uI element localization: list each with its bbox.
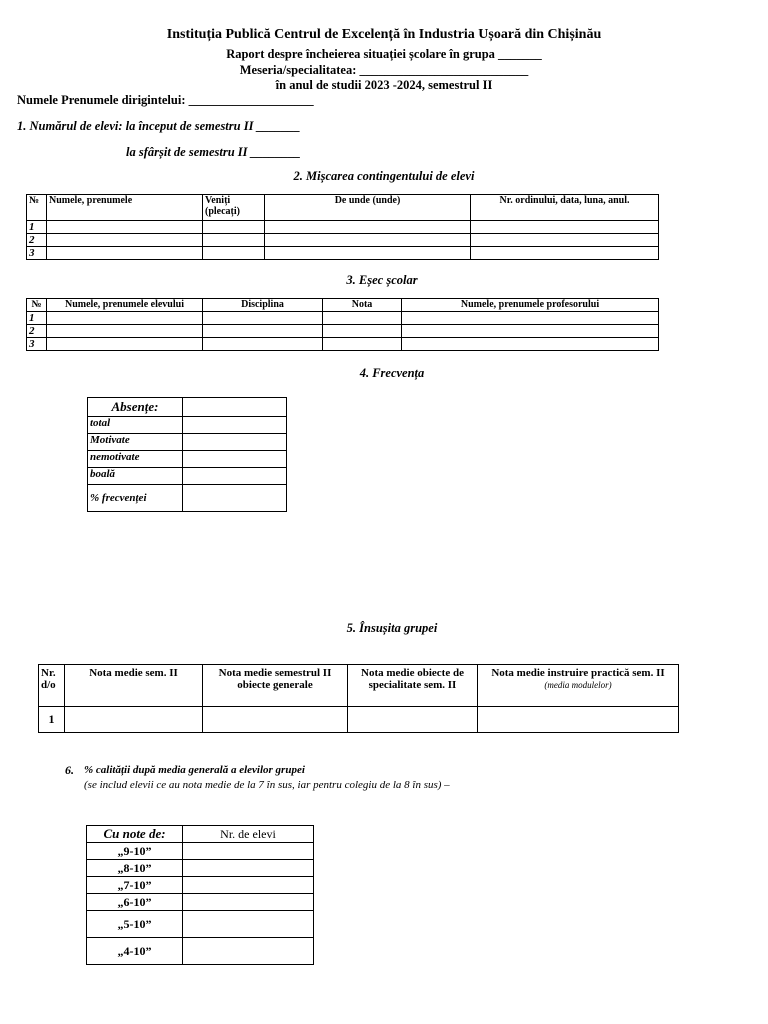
table-cell[interactable]: [183, 843, 314, 860]
table-cell[interactable]: [203, 247, 265, 260]
table-row: [87, 911, 314, 938]
col-general-header: Nota medie semestrul II obiecte generale: [203, 665, 348, 707]
table-cell[interactable]: [183, 417, 287, 434]
col-order-header: Nr. ordinului, data, luna, anul.: [471, 195, 659, 221]
grade-range: „5-10”: [87, 911, 183, 938]
table-row: [88, 417, 287, 434]
student-count-header: Nr. de elevi: [183, 826, 314, 843]
col-practice-header: [478, 665, 679, 707]
table-row: [27, 234, 659, 247]
table-cell[interactable]: [47, 325, 203, 338]
row-number: 1: [27, 312, 47, 325]
group-average-table: [38, 664, 679, 733]
row-number: 3: [27, 247, 47, 260]
attendance-table: [87, 397, 287, 512]
table-row: [88, 485, 287, 512]
report-title: Raport despre încheierea situației școlare în grupa _______: [226, 47, 542, 61]
contingent-table: [26, 194, 659, 260]
table-row: [27, 338, 659, 351]
practice-header-text: Nota medie instruire practică sem. II: [491, 667, 665, 679]
table-row: [88, 468, 287, 485]
grade-range: „4-10”: [87, 938, 183, 965]
grade-range: „6-10”: [87, 894, 183, 911]
col-nr-header: №: [27, 299, 47, 312]
table-cell[interactable]: [203, 338, 323, 351]
row-label: boală: [88, 468, 183, 485]
table-cell[interactable]: [183, 398, 287, 417]
row-label: nemotivate: [88, 451, 183, 468]
table-cell[interactable]: [47, 221, 203, 234]
col-arrived-header: Veniți (plecați): [203, 195, 265, 221]
table-cell[interactable]: [478, 707, 679, 733]
table-row: [27, 221, 659, 234]
section6-subtitle: (se includ elevii ce au nota medie de la 7 în sus, iar pentru colegiu de la 8 în sus) –: [84, 779, 450, 791]
table-cell[interactable]: [47, 247, 203, 260]
table-cell[interactable]: [183, 877, 314, 894]
table-cell[interactable]: [203, 221, 265, 234]
table-cell[interactable]: [183, 485, 287, 512]
col-nr-header: Nr. d/o: [39, 665, 65, 707]
section6-title: % calității după media generală a elevilor grupei: [84, 764, 305, 776]
table-row: [87, 877, 314, 894]
specialty-line: Meseria/specialitatea: ___________________________: [239, 63, 529, 77]
col-teacher-header: Numele, prenumele profesorului: [402, 299, 659, 312]
table-cell[interactable]: [183, 434, 287, 451]
table-cell[interactable]: [47, 312, 203, 325]
table-row: [27, 325, 659, 338]
row-number: 2: [27, 234, 47, 247]
section3-title: 3. Eșec școlar: [346, 273, 418, 287]
table-cell[interactable]: [265, 234, 471, 247]
school-year-line: în anul de studii 2023 -2024, semestrul II: [275, 78, 493, 92]
table-cell[interactable]: [471, 234, 659, 247]
col-nr-header: №: [27, 195, 47, 221]
section5-title: 5. Însușita grupei: [346, 621, 438, 635]
failure-table: [26, 298, 659, 351]
grade-range: „9-10”: [87, 843, 183, 860]
col-specialty-header: Nota medie obiecte de specialitate sem. II: [348, 665, 478, 707]
table-cell[interactable]: [323, 325, 402, 338]
col-grade-header: Nota: [323, 299, 402, 312]
table-row: [87, 860, 314, 877]
row-number: 1: [27, 221, 47, 234]
table-cell[interactable]: [402, 338, 659, 351]
institution-title: Instituția Publică Centrul de Excelență în Industria Ușoară din Chișinău: [166, 27, 602, 42]
table-cell[interactable]: [183, 938, 314, 965]
table-cell[interactable]: [323, 338, 402, 351]
table-cell[interactable]: [471, 221, 659, 234]
row-number: 3: [27, 338, 47, 351]
grades-header: Cu note de:: [87, 826, 183, 843]
row-label: % frecvenței: [88, 485, 183, 512]
table-cell[interactable]: [65, 707, 203, 733]
table-cell[interactable]: [471, 247, 659, 260]
table-cell[interactable]: [203, 234, 265, 247]
students-start-line: 1. Numărul de elevi: la început de semestru II _______: [17, 119, 301, 133]
table-cell[interactable]: [265, 221, 471, 234]
row-number: 2: [27, 325, 47, 338]
table-cell[interactable]: [183, 468, 287, 485]
grade-range: „7-10”: [87, 877, 183, 894]
col-origin-header: De unde (unde): [265, 195, 471, 221]
col-name-header: Numele, prenumele: [47, 195, 203, 221]
table-cell[interactable]: [265, 247, 471, 260]
table-cell[interactable]: [203, 312, 323, 325]
table-cell[interactable]: [402, 325, 659, 338]
table-cell[interactable]: [203, 325, 323, 338]
table-cell[interactable]: [402, 312, 659, 325]
table-row: [39, 707, 679, 733]
col-avg-header: Nota medie sem. II: [65, 665, 203, 707]
table-row: [88, 451, 287, 468]
col-discipline-header: Disciplina: [203, 299, 323, 312]
table-row: [87, 843, 314, 860]
table-cell[interactable]: [183, 860, 314, 877]
table-cell[interactable]: [348, 707, 478, 733]
table-cell[interactable]: [183, 451, 287, 468]
table-row: [87, 938, 314, 965]
table-cell[interactable]: [183, 911, 314, 938]
students-end-line: la sfârșit de semestru II ________: [126, 145, 301, 159]
table-row: [87, 894, 314, 911]
table-row: [27, 312, 659, 325]
table-cell[interactable]: [47, 234, 203, 247]
row-label: total: [88, 417, 183, 434]
practice-header-note: (media modulelor): [544, 680, 612, 690]
table-row: [27, 247, 659, 260]
col-student-header: Numele, prenumele elevului: [47, 299, 203, 312]
teacher-line: Numele Prenumele dirigintelui: ____________________: [17, 93, 314, 107]
table-cell[interactable]: [183, 894, 314, 911]
table-row: [88, 434, 287, 451]
section2-title: 2. Mișcarea contingentului de elevi: [293, 169, 475, 183]
quality-table: [86, 825, 314, 965]
absences-header: Absențe:: [88, 398, 183, 417]
grade-range: „8-10”: [87, 860, 183, 877]
section6-number: 6.: [65, 763, 74, 777]
row-number: 1: [39, 707, 65, 733]
table-cell[interactable]: [203, 707, 348, 733]
section4-title: 4. Frecvența: [359, 366, 425, 380]
row-label: Motivate: [88, 434, 183, 451]
table-cell[interactable]: [323, 312, 402, 325]
table-cell[interactable]: [47, 338, 203, 351]
